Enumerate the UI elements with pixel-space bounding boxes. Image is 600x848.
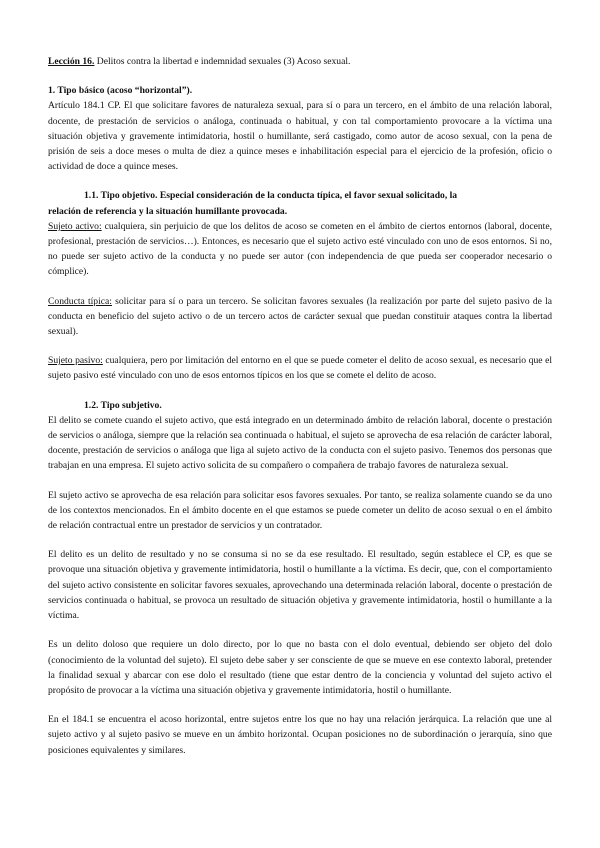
document-page <box>48 54 552 772</box>
tipo-subjetivo-paragraph-2: El sujeto activo se aprovecha de esa relación para solicitar esos favores sexuales. Por tanto, se realiza solamente cuando se da uno de los contextos mencionados. En el ámbito docente en el que estamos se puede cometer un delito de acoso sexual o en el ámbito de relación contractual entre un prestador de servicios y un contratador. <box>48 489 552 532</box>
conducta-tipica-paragraph <box>48 294 552 340</box>
conducta-tipica-label: Conducta típica: <box>48 295 112 307</box>
section-1-1-heading-cont: relación de referencia y la situación humillante provocada. <box>48 205 288 217</box>
article-184-paragraph: Artículo 184.1 CP. El que solicitare favores de naturaleza sexual, para sí o para un tercero, en el ámbito de una relación laboral, docente, de prestación de servicios o análoga, continuada o habitual, y con tal comportamiento provocare a la víctima una situación objetiva y gravemente intimidatoria, hostil o humillante, será castigado, como autor de acoso sexual, con la pena de prisión de seis a doce meses o multa de diez a quince meses e inhabilitación especial para el ejercicio de la profesión, oficio o actividad de doce a quince meses. <box>48 100 552 173</box>
section-1-1-heading: 1.1. Tipo objetivo. Especial consideración de la conducta típica, el favor sexual solicitado, la <box>84 190 458 202</box>
tipo-subjetivo-paragraph-5: En el 184.1 se encuentra el acoso horizontal, entre sujetos entre los que no hay una relación jerárquica. La relación que une al sujeto activo y al sujeto pasivo se mueve en un ámbito horizontal. Ocupan posiciones no de subordinación o jerarquía, sino que posiciones equivalentes y similares. <box>48 714 552 756</box>
sujeto-activo-label: Sujeto activo: <box>48 220 102 232</box>
tipo-subjetivo-paragraph-3: El delito es un delito de resultado y no se consuma si no se da ese resultado. El resultado, según establece el CP, es que se provoque una situación objetiva y gravemente intimidatoria, hostil o humillante a la víctima. Es decir, que, con el comportamiento del sujeto activo consistente en solicitar favores sexuales, aprovechando una determinada relación laboral, docente o prestación de servicios continuada o habitual, se provoca un resultado de situación objetiva y gravemente intimidatoria, hostil o humillante a la víctima. <box>48 549 552 622</box>
sujeto-activo-paragraph <box>48 219 552 280</box>
lesson-title-text: Delitos contra la libertad e indemnidad sexuales (3) Acoso sexual. <box>94 56 351 67</box>
section-1-heading: 1. Tipo básico (acoso “horizontal”). <box>48 85 193 97</box>
tipo-subjetivo-paragraph-4: Es un delito doloso que requiere un dolo directo, por lo que no basta con el dolo eventual, debiendo ser objeto del dolo (conocimiento de la voluntad del sujeto). El sujeto debe saber y ser consciente de que se mueve en ese contexto laboral, pretender la finalidad sexual y abarcar con ese dolo el resultado (tiene que estar dentro de la conciencia y voluntad del sujeto activo el propósito de provocar a la víctima una situación objetiva y gravemente intimidatoria, hostil o humillante. <box>48 639 552 696</box>
section-1-2-heading: 1.2. Tipo subjetivo. <box>84 399 162 411</box>
lesson-label: Lección 16. <box>48 56 95 67</box>
sujeto-pasivo-label: Sujeto pasivo: <box>48 355 103 367</box>
conducta-tipica-text: solicitar para sí o para un tercero. Se solicitan favores sexuales (la realización por parte del sujeto pasivo de la conducta en beneficio del sujeto activo o de un tercero actos de carácter sexual que puedan constituir ataques contra la libertad sexual). <box>48 295 552 338</box>
tipo-subjetivo-paragraph-1: El delito se comete cuando el sujeto activo, que está integrado en un determinado ámbito de relación laboral, docente o prestación de servicios o análoga, siempre que la relación sea continuada o habitual, el sujeto se aprovecha de esa relación de carácter laboral, docente, prestación de servicios o análoga que liga al sujeto activo de la conducta con el sujeto pasivo. Tenemos dos personas que trabajan en una empresa. El sujeto activo solicita de su compañero o compañera de trabajo favores de naturaleza sexual. <box>48 414 552 472</box>
lesson-title <box>48 54 552 69</box>
sujeto-pasivo-paragraph <box>48 353 552 383</box>
sujeto-activo-text: cualquiera, sin perjuicio de que los delitos de acoso se cometen en el ámbito de ciertos entornos (laboral, docente, profesional, prestación de servicios…). Entonces, es necesario que el sujeto activo esté vinculado con uno de esos entornos. Si no, no puede ser sujeto activo de la conducta y no puede ser autor (con independencia de que pueda ser cooperador necesario o cómplice). <box>48 220 552 278</box>
sujeto-pasivo-text: cualquiera, pero por limitación del entorno en el que se puede cometer el delito de acoso sexual, es necesario que el sujeto pasivo esté vinculado con uno de esos entornos típicos en los que se comete el delito de acoso. <box>48 355 552 382</box>
